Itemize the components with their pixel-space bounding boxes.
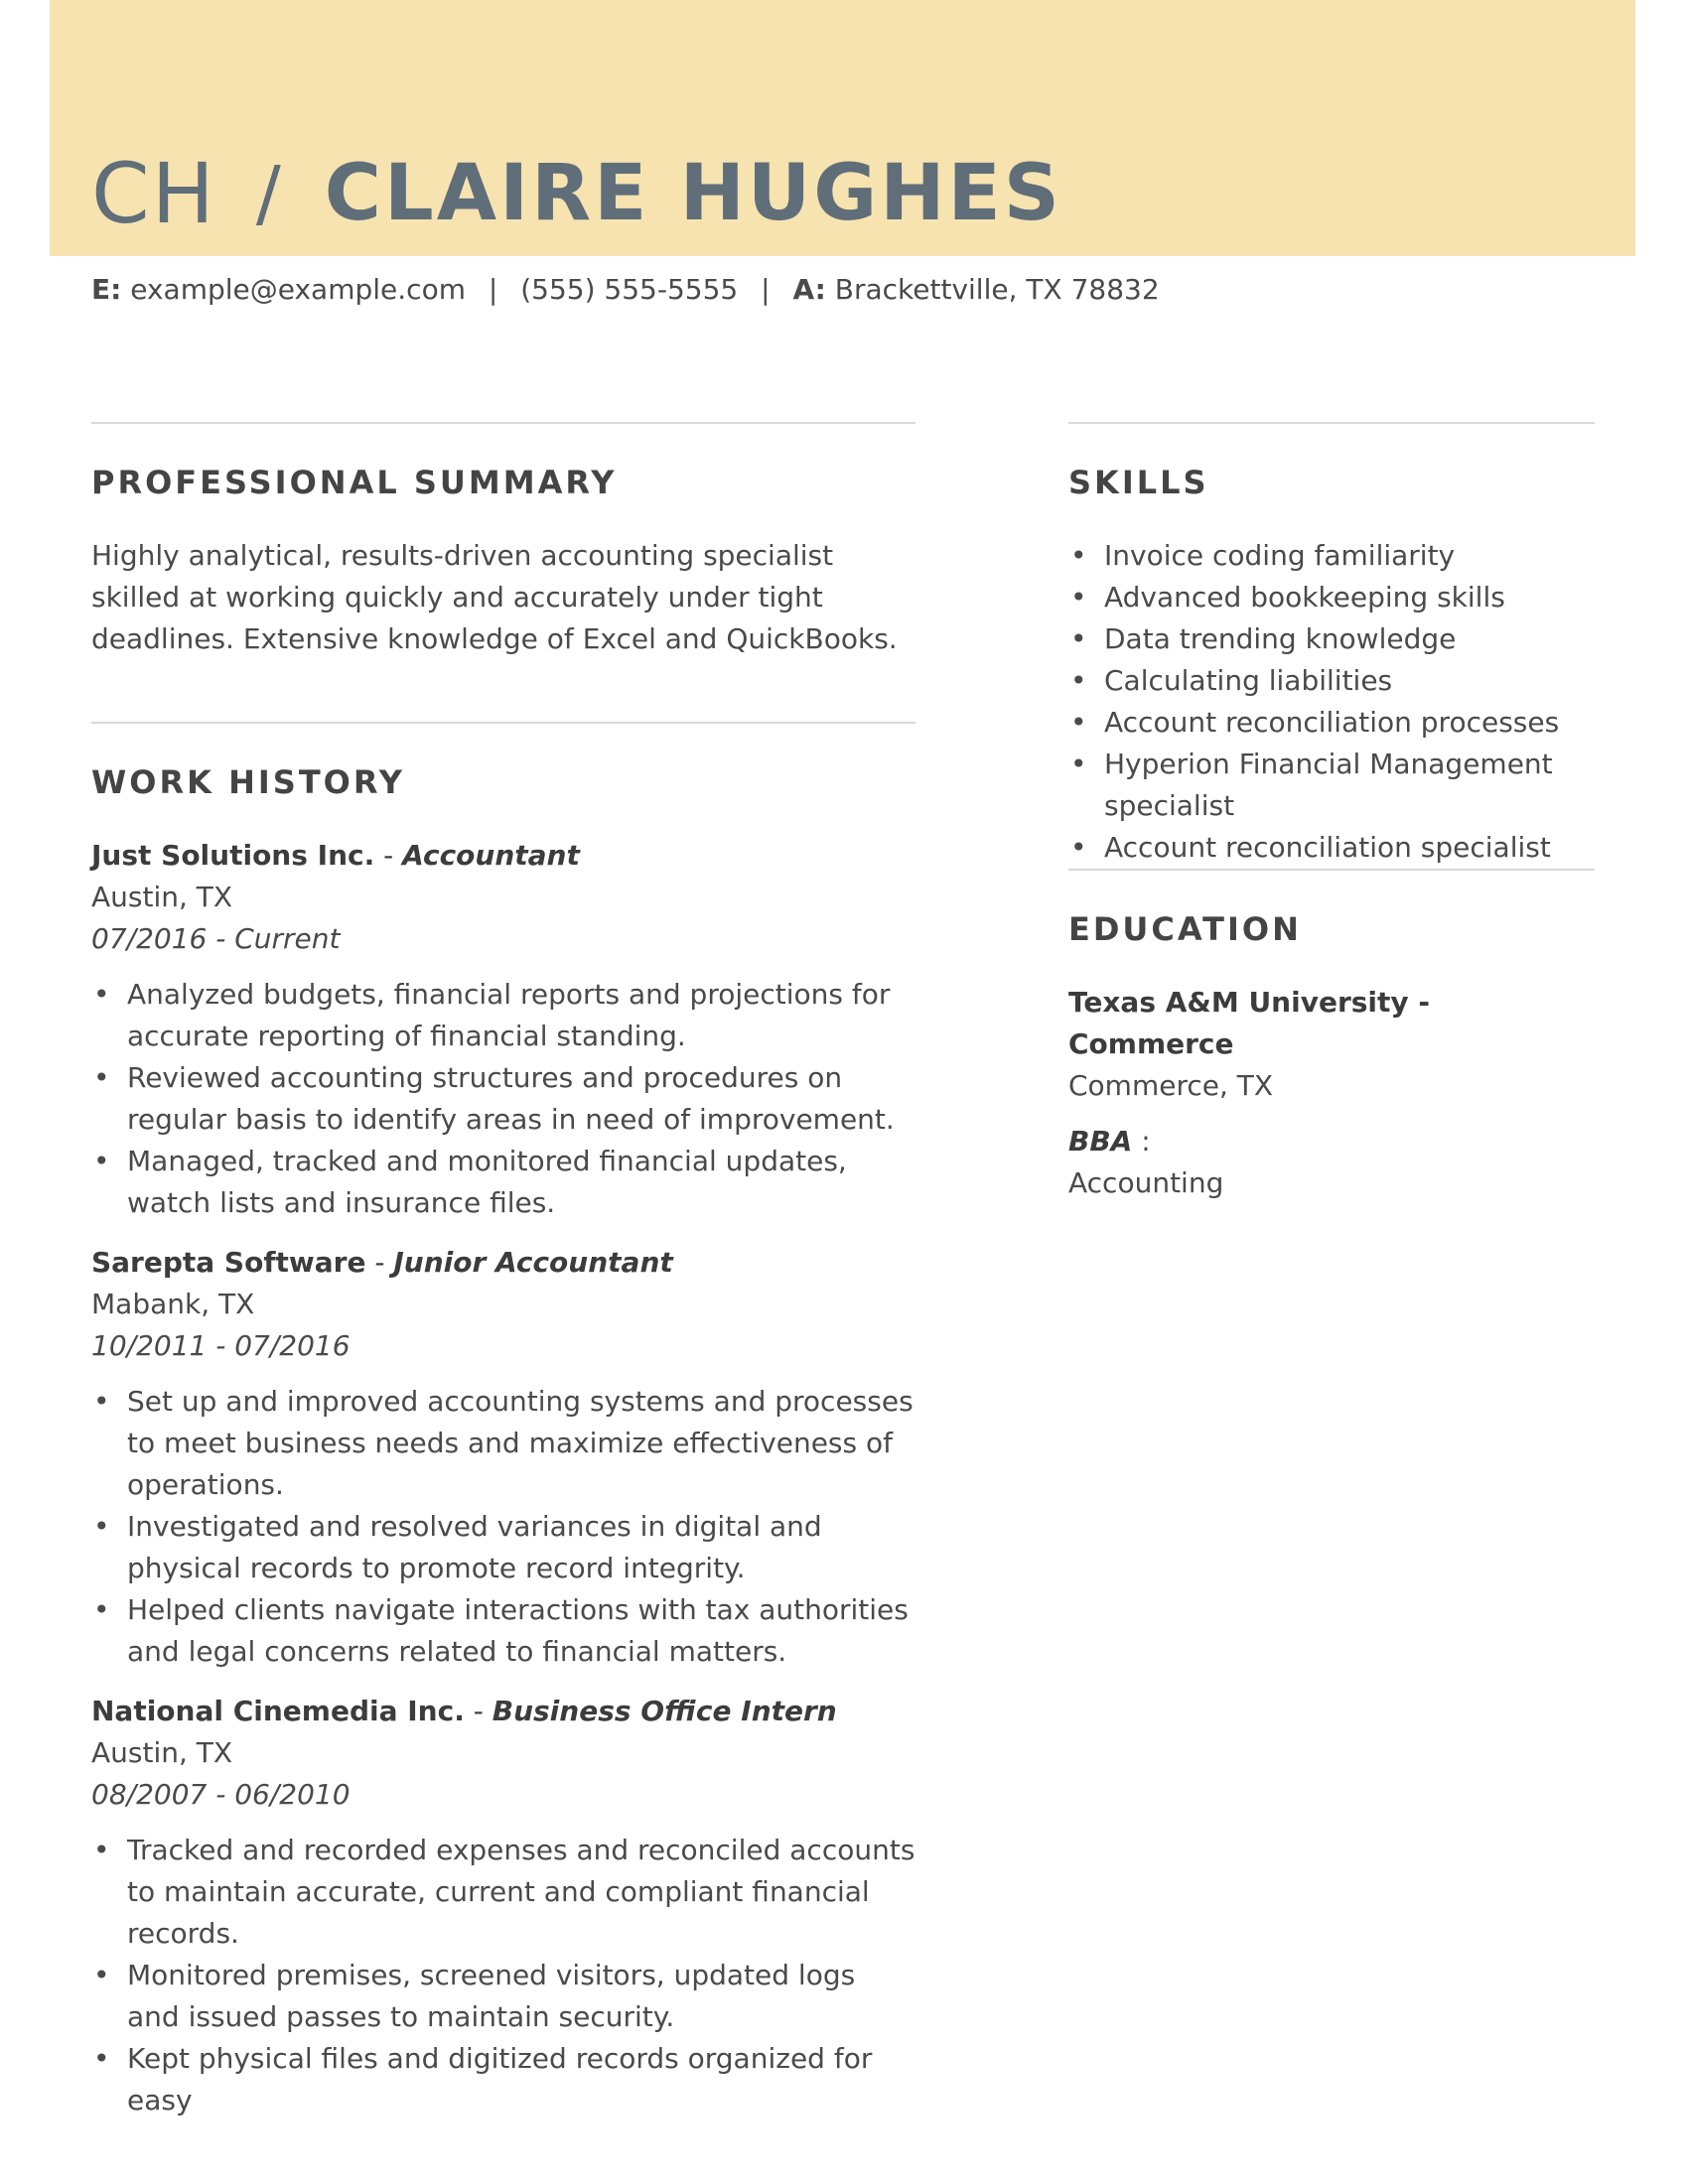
education-school: Texas A&M University - Commerce	[1068, 986, 1431, 1060]
address-label: A:	[792, 273, 826, 306]
section-divider	[91, 722, 915, 724]
job-company: Just Solutions Inc.	[91, 839, 375, 872]
education-degree-line	[1068, 1121, 1595, 1162]
skill-item: • Invoice coding familiarity	[1068, 535, 1595, 577]
job-heading	[91, 835, 915, 877]
list-item: • Managed, tracked and monitored financial updates, watch lists and insurance files.	[91, 1141, 915, 1224]
job-dash: -	[464, 1695, 492, 1727]
skill-item: • Data trending knowledge	[1068, 618, 1595, 660]
contact-divider: |	[761, 273, 771, 306]
section-divider	[1068, 422, 1595, 424]
skill-item: • Hyperion Financial Management specialist	[1068, 744, 1595, 827]
job-role: Junior Accountant	[393, 1246, 673, 1279]
job-company: Sarepta Software	[91, 1246, 366, 1279]
skill-item: • Advanced bookkeeping skills	[1068, 577, 1595, 618]
education-title: EDUCATION	[1068, 910, 1302, 948]
job-dates: 10/2011 - 07/2016	[91, 1329, 351, 1362]
job-location: Austin, TX	[91, 1736, 233, 1769]
list-item: • Reviewed accounting structures and procedures on regular basis to identify areas in need of improvement.	[91, 1057, 915, 1141]
job-entry	[91, 835, 915, 1224]
skill-item: • Account reconciliation processes	[1068, 702, 1595, 744]
job-dash: -	[365, 1246, 394, 1279]
education-field: Accounting	[1068, 1166, 1224, 1199]
job-role: Accountant	[402, 839, 580, 872]
job-bullets	[91, 974, 915, 1224]
skill-item: • Calculating liabilities	[1068, 660, 1595, 702]
email-label: E:	[91, 273, 122, 306]
name-separator: /	[255, 151, 281, 236]
job-dates: 08/2007 - 06/2010	[91, 1778, 351, 1811]
contact-line	[91, 273, 1160, 306]
job-location: Austin, TX	[91, 881, 233, 913]
job-location: Mabank, TX	[91, 1288, 255, 1320]
education-degree: BBA	[1068, 1125, 1133, 1158]
name-line	[91, 139, 1062, 248]
job-heading	[91, 1691, 915, 1732]
summary-title: PROFESSIONAL SUMMARY	[91, 464, 618, 501]
email-value[interactable]: example@example.com	[130, 273, 466, 306]
job-entry	[91, 1691, 915, 2121]
skills-list	[1068, 535, 1595, 869]
section-divider	[91, 422, 915, 424]
address-value: Brackettville, TX 78832	[834, 273, 1160, 306]
main-column	[91, 422, 915, 2139]
list-item: • Analyzed budgets, financial reports and projections for accurate reporting of financial standing.	[91, 974, 915, 1057]
list-item: • Monitored premises, screened visitors, updated logs and issued passes to maintain security.	[91, 1955, 915, 2038]
skill-item: • Account reconciliation specialist	[1068, 827, 1595, 869]
job-role: Business Office Intern	[492, 1695, 837, 1727]
phone-value[interactable]: (555) 555-5555	[520, 273, 739, 306]
initials: CH	[91, 145, 216, 242]
job-dates: 07/2016 - Current	[91, 922, 341, 955]
job-company: National Cinemedia Inc.	[91, 1695, 465, 1727]
job-bullets	[91, 1381, 915, 1673]
summary-text: Highly analytical, results-driven accounting specialist skilled at working quickly and accurately under tight deadlines. Extensive knowledge of Excel and QuickBooks.	[91, 539, 898, 655]
job-heading	[91, 1242, 915, 1284]
list-item: • Investigated and resolved variances in digital and physical records to promote record integrity.	[91, 1506, 915, 1589]
full-name: CLAIRE HUGHES	[324, 149, 1062, 238]
contact-divider: |	[488, 273, 498, 306]
side-column	[1068, 422, 1595, 1204]
education-degree-separator: :	[1132, 1125, 1151, 1158]
skills-title: SKILLS	[1068, 464, 1209, 501]
work-history-title: WORK HISTORY	[91, 763, 405, 801]
education-location: Commerce, TX	[1068, 1069, 1274, 1102]
section-divider	[1068, 869, 1595, 871]
list-item: • Set up and improved accounting systems and processes to meet business needs and maximize effectiveness of operations.	[91, 1381, 915, 1506]
job-entry	[91, 1242, 915, 1673]
list-item: • Helped clients navigate interactions with tax authorities and legal concerns related to financial matters.	[91, 1589, 915, 1673]
list-item: • Tracked and recorded expenses and reconciled accounts to maintain accurate, current and compliant financial records.	[91, 1830, 915, 1955]
job-bullets	[91, 1830, 915, 2121]
list-item: • Kept physical files and digitized records organized for easy	[91, 2038, 915, 2121]
job-dash: -	[374, 839, 403, 872]
